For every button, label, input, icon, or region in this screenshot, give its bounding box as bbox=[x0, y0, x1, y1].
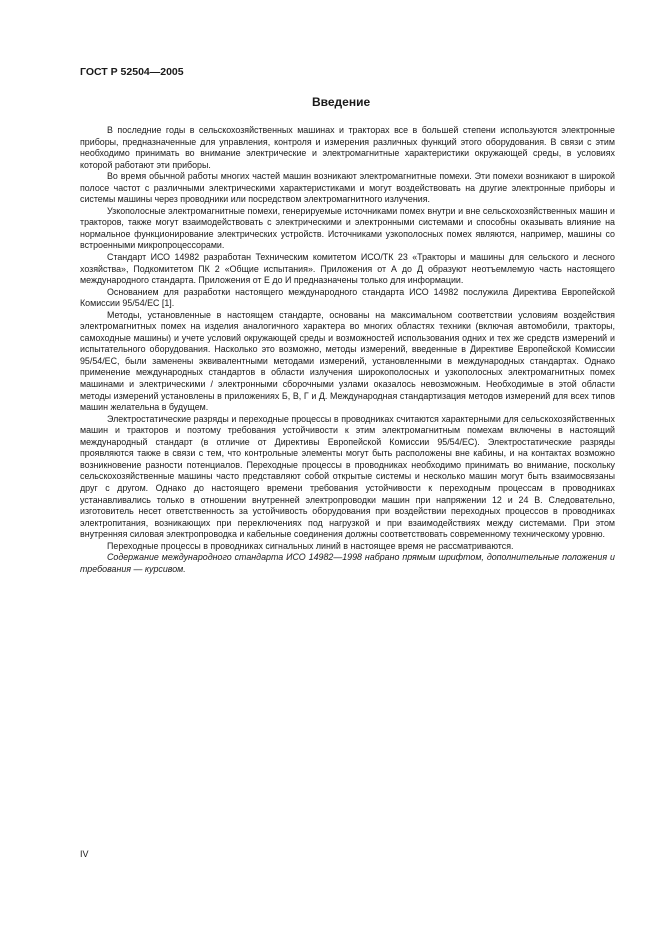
paragraph-4: Стандарт ИСО 14982 разработан Техническим комитетом ИСО/ТК 23 «Тракторы и машины для сельского и лесного хозяйства», Подкомитетом ПК 2 «Общие испытания». Приложения от А до Д образуют неотъемлемую часть настоящего международного стандарта. Приложения от Е до И предназначены только для информации. bbox=[80, 252, 615, 286]
paragraph-2: Во время обычной работы многих частей машин возникают электромагнитные помехи. Эти помехи возникают в широкой полосе частот с различными электрическими характеристиками и могут воздействовать на другие электронные приборы и системы машины через проводники или посредством электромагнитного излучения. bbox=[80, 171, 615, 205]
page-number: IV bbox=[80, 849, 89, 859]
section-title: Введение bbox=[312, 95, 371, 109]
paragraph-5: Основанием для разработки настоящего международного стандарта ИСО 14982 послужила Директива Европейской Комиссии 95/54/ЕС [1]. bbox=[80, 286, 615, 309]
paragraph-1: В последние годы в сельскохозяйственных машинах и тракторах все в большей степени используются электронные приборы, предназначенные для управления, контроля и измерения различных функций этого оборудования. В связи с этим необходимо принимать во внимание электрические и электромагнитные характеристики окружающей среды, в условиях которой работают эти приборы. bbox=[80, 125, 615, 170]
document-header: ГОСТ Р 52504—2005 bbox=[80, 66, 184, 78]
paragraph-7: Электростатические разряды и переходные процессы в проводниках считаются характерными для сельскохозяйственных машин и тракторов и поэтому требования устойчивости к этим электромагнитным помехам включены в настоящий международный стандарт (в отличие от Директивы Европейской Комиссии 95/54/ЕС). Электростатические разряды проявляются также в связи с тем, что контрольные элементы могут быть расположены вне кабины, и на контактах возможно возникновение разности потенциалов. Переходные процессы в проводниках необходимо принимать во внимание, поскольку сельскохозяйственные машины часто представляют собой открытые системы и несколько машин могут быть взаимосвязаны друг с другом. Однако до настоящего времени требования устойчивости к переходным процессам в проводниках устанавливались только в отношении внутренней электропроводки машин при напряжении 12 и 24 В. Следовательно, изготовитель несет ответственность за устойчивость оборудования при воздействии переходных процессов в проводниках электропитания, возникающих при переключениях под нагрузкой и при взаимодействиях между системами. При этом внутренняя силовая электропроводка и кабельные соединения должны соответствовать современному техническому уровню. bbox=[80, 413, 615, 540]
paragraph-6: Методы, установленные в настоящем стандарте, основаны на максимальном соответствии условиям воздействия электромагнитных помех на изделия аналогичного характера во многих областях техники (включая автомобили, тракторы, самоходные машины) и учете условий окружающей среды и возможностей использования одних и тех же средств измерений и испытательного оборудования. Насколько это возможно, методы измерений, введенные в Директиве Европейской Комиссии 95/54/ЕС, были заменены эквивалентными методами измерений, установленными в международных стандартах. Однако применение международных стандартов в области излучения широкополосных и узкополосных электромагнитных помех машинами и электрическими / электронными сборочными узлами оказалось невозможным. Необходимые в этой области методы измерений установлены в приложениях Б, В, Г и Д. Международная стандартизация методов измерений для всех типов машин желательна в будущем. bbox=[80, 309, 615, 413]
italic-note: Содержание международного стандарта ИСО 14982—1998 набрано прямым шрифтом, дополнительные положения и требования — курсивом. bbox=[80, 552, 615, 574]
paragraph-8: Переходные процессы в проводниках сигнальных линий в настоящее время не рассматриваются. bbox=[107, 540, 514, 551]
paragraph-3: Узкополосные электромагнитные помехи, генерируемые источниками помех внутри и вне сельскохозяйственных машин и тракторов, также могут взаимодействовать с электрическими и электронными системами и способны оказывать влияние на нормальное функционирование электрических устройств. Источниками узкополосных помех являются, например, машины со встроенными микропроцессорами. bbox=[80, 205, 615, 251]
document-body bbox=[80, 125, 615, 575]
